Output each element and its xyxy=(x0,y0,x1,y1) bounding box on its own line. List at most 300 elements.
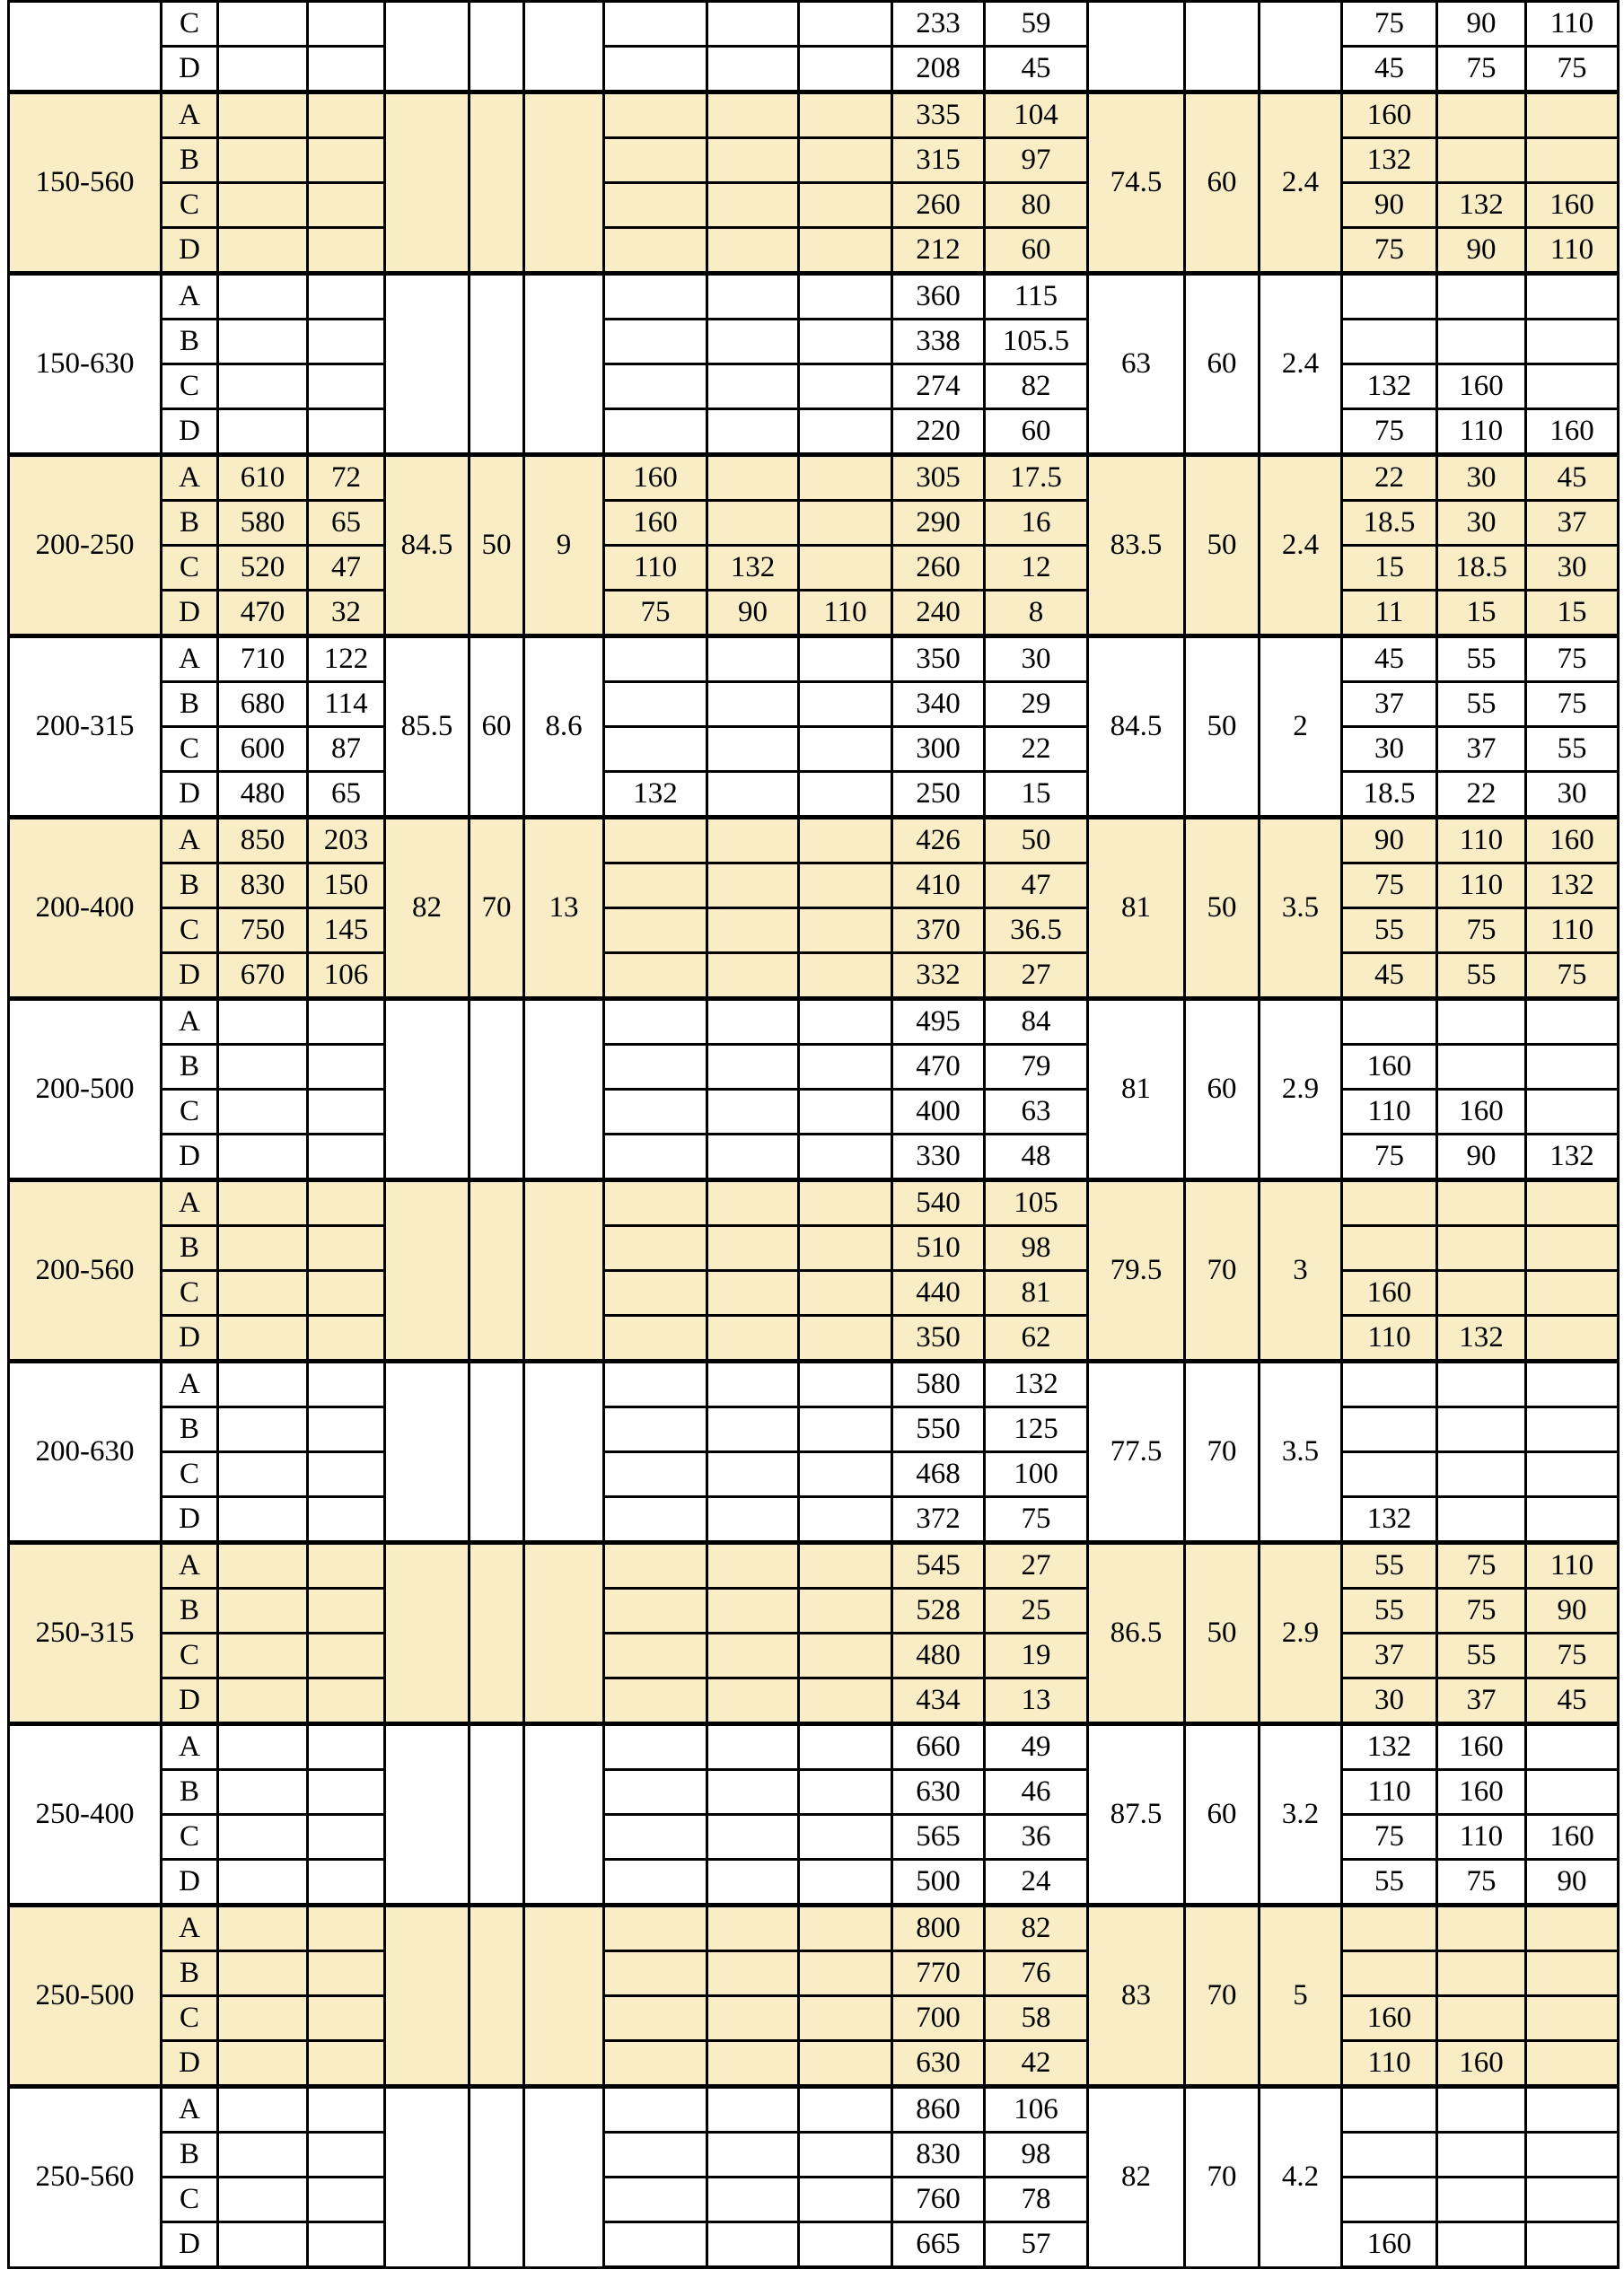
motor-power-cell xyxy=(604,1180,707,1226)
head-cell: 58 xyxy=(985,1996,1088,2041)
motor-power-cell xyxy=(799,501,892,546)
head-cell xyxy=(308,1951,385,1996)
table-row xyxy=(9,591,1619,636)
capacity-cell: 300 xyxy=(892,727,985,772)
motor-power-cell xyxy=(604,682,707,727)
motor-power-cell xyxy=(1526,364,1619,409)
motor-power-cell xyxy=(799,908,892,953)
motor-power-cell: 15 xyxy=(1342,546,1437,591)
head-cell xyxy=(308,183,385,228)
capacity-cell: 250 xyxy=(892,772,985,818)
motor-power-cell xyxy=(1437,1362,1526,1407)
motor-power-cell: 90 xyxy=(1437,1135,1526,1180)
table-row xyxy=(9,1860,1619,1906)
variant-cell: A xyxy=(162,818,218,863)
motor-power-cell: 22 xyxy=(1437,772,1526,818)
motor-power-cell: 90 xyxy=(1437,2,1526,47)
capacity-cell xyxy=(218,274,308,320)
motor-power-cell xyxy=(1437,92,1526,138)
motor-power-cell xyxy=(1526,92,1619,138)
motor-power-cell xyxy=(604,1543,707,1589)
motor-power-cell xyxy=(799,455,892,501)
head-cell: 82 xyxy=(985,1906,1088,1951)
motor-power-cell: 160 xyxy=(1437,1090,1526,1135)
motor-power-cell xyxy=(1437,138,1526,183)
variant-cell: D xyxy=(162,953,218,999)
motor-power-cell xyxy=(1526,1906,1619,1951)
motor-power-cell: 37 xyxy=(1342,682,1437,727)
merged-rating-cell: 2 xyxy=(1260,636,1342,818)
head-cell: 19 xyxy=(985,1634,1088,1678)
motor-power-cell xyxy=(1437,1407,1526,1452)
motor-power-cell xyxy=(799,772,892,818)
head-cell: 59 xyxy=(985,2,1088,47)
model-cell: 250-315 xyxy=(9,1543,162,1724)
motor-power-cell: 75 xyxy=(1342,228,1437,274)
motor-power-cell xyxy=(707,1996,799,2041)
capacity-cell xyxy=(218,1678,308,1724)
head-cell xyxy=(308,1226,385,1271)
motor-power-cell xyxy=(799,364,892,409)
motor-power-cell xyxy=(707,636,799,682)
motor-power-cell xyxy=(1526,1271,1619,1316)
capacity-cell xyxy=(218,1815,308,1860)
pump-performance-table xyxy=(7,0,1620,2269)
merged-rating-cell xyxy=(1185,2,1260,92)
capacity-cell: 340 xyxy=(892,682,985,727)
merged-rating-cell: 13 xyxy=(524,818,604,999)
motor-power-cell xyxy=(604,818,707,863)
model-cell: 150-630 xyxy=(9,274,162,455)
motor-power-cell xyxy=(707,2133,799,2178)
variant-cell: D xyxy=(162,2222,218,2268)
motor-power-cell xyxy=(707,863,799,908)
motor-power-cell: 22 xyxy=(1342,455,1437,501)
capacity-cell xyxy=(218,1180,308,1226)
merged-rating-cell xyxy=(470,1180,524,1362)
merged-rating-cell xyxy=(524,1906,604,2087)
capacity-cell: 480 xyxy=(218,772,308,818)
table-row xyxy=(9,636,1619,682)
capacity-cell: 550 xyxy=(892,1407,985,1452)
variant-cell: C xyxy=(162,364,218,409)
merged-rating-cell: 70 xyxy=(1185,1362,1260,1543)
motor-power-cell xyxy=(1342,2178,1437,2222)
table-row xyxy=(9,1452,1619,1497)
table-row xyxy=(9,1678,1619,1724)
head-cell: 22 xyxy=(985,727,1088,772)
motor-power-cell: 11 xyxy=(1342,591,1437,636)
motor-power-cell xyxy=(1526,1770,1619,1815)
motor-power-cell xyxy=(707,1678,799,1724)
head-cell: 76 xyxy=(985,1951,1088,1996)
merged-rating-cell xyxy=(385,2087,470,2268)
merged-rating-cell: 3.5 xyxy=(1260,818,1342,999)
capacity-cell: 770 xyxy=(892,1951,985,1996)
motor-power-cell: 75 xyxy=(1437,1543,1526,1589)
motor-power-cell: 132 xyxy=(1437,1316,1526,1362)
motor-power-cell: 18.5 xyxy=(1342,772,1437,818)
head-cell: 24 xyxy=(985,1860,1088,1906)
motor-power-cell xyxy=(1526,2222,1619,2268)
capacity-cell xyxy=(218,183,308,228)
capacity-cell: 305 xyxy=(892,455,985,501)
motor-power-cell xyxy=(799,1634,892,1678)
variant-cell: B xyxy=(162,1226,218,1271)
motor-power-cell xyxy=(1342,2133,1437,2178)
capacity-cell: 860 xyxy=(892,2087,985,2133)
motor-power-cell xyxy=(604,908,707,953)
head-cell xyxy=(308,999,385,1045)
motor-power-cell xyxy=(707,1497,799,1543)
capacity-cell: 470 xyxy=(892,1045,985,1090)
motor-power-cell: 30 xyxy=(1526,772,1619,818)
head-cell: 72 xyxy=(308,455,385,501)
variant-cell: D xyxy=(162,1316,218,1362)
table-row xyxy=(9,1543,1619,1589)
motor-power-cell xyxy=(707,501,799,546)
motor-power-cell xyxy=(604,1589,707,1634)
capacity-cell: 480 xyxy=(892,1634,985,1678)
motor-power-cell xyxy=(1526,1180,1619,1226)
table-row xyxy=(9,274,1619,320)
head-cell: 150 xyxy=(308,863,385,908)
head-cell xyxy=(308,138,385,183)
motor-power-cell xyxy=(707,1135,799,1180)
capacity-cell: 332 xyxy=(892,953,985,999)
motor-power-cell: 132 xyxy=(707,546,799,591)
variant-cell: D xyxy=(162,1497,218,1543)
motor-power-cell xyxy=(1342,1951,1437,1996)
merged-rating-cell xyxy=(524,1724,604,1906)
head-cell xyxy=(308,1906,385,1951)
merged-rating-cell: 60 xyxy=(1185,1724,1260,1906)
motor-power-cell: 110 xyxy=(1437,1815,1526,1860)
motor-power-cell: 75 xyxy=(1437,908,1526,953)
merged-rating-cell: 77.5 xyxy=(1088,1362,1185,1543)
motor-power-cell xyxy=(799,682,892,727)
table-row xyxy=(9,1589,1619,1634)
motor-power-cell: 45 xyxy=(1526,455,1619,501)
head-cell: 97 xyxy=(985,138,1088,183)
merged-rating-cell: 83.5 xyxy=(1088,455,1185,636)
motor-power-cell xyxy=(799,1090,892,1135)
motor-power-cell xyxy=(604,274,707,320)
merged-rating-cell xyxy=(1088,2,1185,92)
variant-cell: B xyxy=(162,1589,218,1634)
head-cell xyxy=(308,1362,385,1407)
motor-power-cell: 75 xyxy=(604,591,707,636)
capacity-cell: 510 xyxy=(892,1226,985,1271)
merged-rating-cell xyxy=(524,999,604,1180)
head-cell: 82 xyxy=(985,364,1088,409)
capacity-cell: 330 xyxy=(892,1135,985,1180)
motor-power-cell xyxy=(707,772,799,818)
merged-rating-cell xyxy=(385,1180,470,1362)
capacity-cell xyxy=(218,1090,308,1135)
head-cell: 13 xyxy=(985,1678,1088,1724)
motor-power-cell xyxy=(1526,1090,1619,1135)
merged-rating-cell: 2.4 xyxy=(1260,92,1342,274)
motor-power-cell xyxy=(1437,1906,1526,1951)
motor-power-cell xyxy=(1526,2041,1619,2087)
table-row xyxy=(9,1090,1619,1135)
variant-cell: C xyxy=(162,1815,218,1860)
variant-cell: D xyxy=(162,228,218,274)
motor-power-cell: 160 xyxy=(1437,364,1526,409)
motor-power-cell xyxy=(604,2133,707,2178)
head-cell: 60 xyxy=(985,409,1088,455)
head-cell: 30 xyxy=(985,636,1088,682)
head-cell xyxy=(308,1724,385,1770)
table-row xyxy=(9,1906,1619,1951)
motor-power-cell xyxy=(1437,1271,1526,1316)
motor-power-cell xyxy=(707,47,799,92)
motor-power-cell xyxy=(799,1452,892,1497)
head-cell: 87 xyxy=(308,727,385,772)
motor-power-cell xyxy=(1526,2178,1619,2222)
variant-cell: D xyxy=(162,772,218,818)
motor-power-cell: 55 xyxy=(1437,1634,1526,1678)
variant-cell: C xyxy=(162,2,218,47)
table-row xyxy=(9,1226,1619,1271)
motor-power-cell xyxy=(1342,2087,1437,2133)
merged-rating-cell: 83 xyxy=(1088,1906,1185,2087)
merged-rating-cell xyxy=(385,999,470,1180)
motor-power-cell: 90 xyxy=(707,591,799,636)
motor-power-cell xyxy=(604,1090,707,1135)
motor-power-cell xyxy=(799,953,892,999)
capacity-cell: 372 xyxy=(892,1497,985,1543)
variant-cell: B xyxy=(162,138,218,183)
capacity-cell xyxy=(218,1271,308,1316)
capacity-cell xyxy=(218,92,308,138)
head-cell xyxy=(308,2041,385,2087)
merged-rating-cell xyxy=(470,1362,524,1543)
table-row xyxy=(9,1316,1619,1362)
capacity-cell xyxy=(218,1996,308,2041)
capacity-cell: 660 xyxy=(892,1724,985,1770)
capacity-cell: 800 xyxy=(892,1906,985,1951)
head-cell xyxy=(308,1860,385,1906)
motor-power-cell: 160 xyxy=(1526,183,1619,228)
variant-cell: A xyxy=(162,1543,218,1589)
merged-rating-cell xyxy=(470,274,524,455)
merged-rating-cell xyxy=(385,1724,470,1906)
motor-power-cell xyxy=(799,320,892,364)
head-cell: 65 xyxy=(308,772,385,818)
head-cell: 100 xyxy=(985,1452,1088,1497)
motor-power-cell xyxy=(799,636,892,682)
motor-power-cell xyxy=(707,2041,799,2087)
motor-power-cell: 132 xyxy=(1437,183,1526,228)
motor-power-cell xyxy=(1526,999,1619,1045)
motor-power-cell xyxy=(707,364,799,409)
head-cell: 79 xyxy=(985,1045,1088,1090)
motor-power-cell: 55 xyxy=(1437,682,1526,727)
merged-rating-cell xyxy=(385,92,470,274)
motor-power-cell: 18.5 xyxy=(1437,546,1526,591)
head-cell xyxy=(308,2133,385,2178)
model-cell: 200-500 xyxy=(9,999,162,1180)
merged-rating-cell: 81 xyxy=(1088,818,1185,999)
motor-power-cell: 75 xyxy=(1437,47,1526,92)
motor-power-cell: 160 xyxy=(1437,2041,1526,2087)
motor-power-cell: 37 xyxy=(1437,1678,1526,1724)
motor-power-cell xyxy=(799,546,892,591)
motor-power-cell: 55 xyxy=(1437,953,1526,999)
motor-power-cell xyxy=(799,2041,892,2087)
motor-power-cell: 132 xyxy=(1342,138,1437,183)
table-row xyxy=(9,727,1619,772)
motor-power-cell xyxy=(707,1226,799,1271)
motor-power-cell: 90 xyxy=(1342,818,1437,863)
capacity-cell: 750 xyxy=(218,908,308,953)
table-row xyxy=(9,183,1619,228)
motor-power-cell xyxy=(707,1271,799,1316)
motor-power-cell xyxy=(604,138,707,183)
merged-rating-cell xyxy=(524,92,604,274)
merged-rating-cell: 70 xyxy=(1185,1906,1260,2087)
table-row xyxy=(9,2,1619,47)
motor-power-cell xyxy=(799,863,892,908)
capacity-cell xyxy=(218,1589,308,1634)
capacity-cell: 545 xyxy=(892,1543,985,1589)
motor-power-cell xyxy=(604,863,707,908)
merged-rating-cell: 82 xyxy=(385,818,470,999)
merged-rating-cell: 8.6 xyxy=(524,636,604,818)
table-row xyxy=(9,908,1619,953)
table-row xyxy=(9,682,1619,727)
motor-power-cell xyxy=(707,320,799,364)
capacity-cell xyxy=(218,1543,308,1589)
capacity-cell: 710 xyxy=(218,636,308,682)
motor-power-cell xyxy=(707,274,799,320)
motor-power-cell: 37 xyxy=(1342,1634,1437,1678)
motor-power-cell xyxy=(1437,1180,1526,1226)
motor-power-cell: 160 xyxy=(1526,409,1619,455)
head-cell: 98 xyxy=(985,2133,1088,2178)
motor-power-cell xyxy=(707,1180,799,1226)
motor-power-cell xyxy=(799,1316,892,1362)
merged-rating-cell xyxy=(524,1362,604,1543)
head-cell xyxy=(308,2222,385,2268)
capacity-cell: 335 xyxy=(892,92,985,138)
motor-power-cell: 75 xyxy=(1342,2,1437,47)
variant-cell: A xyxy=(162,999,218,1045)
table-row xyxy=(9,953,1619,999)
motor-power-cell xyxy=(707,138,799,183)
motor-power-cell xyxy=(799,1045,892,1090)
variant-cell: C xyxy=(162,2178,218,2222)
motor-power-cell xyxy=(707,1452,799,1497)
capacity-cell xyxy=(218,999,308,1045)
motor-power-cell: 55 xyxy=(1526,727,1619,772)
motor-power-cell xyxy=(799,1724,892,1770)
motor-power-cell xyxy=(707,1951,799,1996)
motor-power-cell xyxy=(707,1589,799,1634)
merged-rating-cell: 9 xyxy=(524,455,604,636)
table-row xyxy=(9,320,1619,364)
head-cell xyxy=(308,1452,385,1497)
variant-cell: B xyxy=(162,2133,218,2178)
motor-power-cell: 110 xyxy=(604,546,707,591)
variant-cell: D xyxy=(162,47,218,92)
motor-power-cell xyxy=(707,1724,799,1770)
motor-power-cell xyxy=(1526,1951,1619,1996)
motor-power-cell xyxy=(604,1634,707,1678)
capacity-cell: 360 xyxy=(892,274,985,320)
motor-power-cell: 160 xyxy=(1342,1271,1437,1316)
motor-power-cell: 75 xyxy=(1437,1860,1526,1906)
head-cell: 84 xyxy=(985,999,1088,1045)
motor-power-cell xyxy=(1526,1226,1619,1271)
motor-power-cell xyxy=(799,1543,892,1589)
variant-cell: C xyxy=(162,727,218,772)
motor-power-cell xyxy=(799,1180,892,1226)
model-cell: 250-500 xyxy=(9,1906,162,2087)
motor-power-cell xyxy=(707,1316,799,1362)
merged-rating-cell: 3.2 xyxy=(1260,1724,1342,1906)
merged-rating-cell xyxy=(385,274,470,455)
head-cell: 81 xyxy=(985,1271,1088,1316)
motor-power-cell: 55 xyxy=(1342,1860,1437,1906)
capacity-cell: 350 xyxy=(892,636,985,682)
motor-power-cell xyxy=(1526,1045,1619,1090)
variant-cell: C xyxy=(162,1090,218,1135)
variant-cell: D xyxy=(162,1678,218,1724)
table-row xyxy=(9,409,1619,455)
motor-power-cell xyxy=(799,1860,892,1906)
capacity-cell xyxy=(218,1407,308,1452)
motor-power-cell xyxy=(707,908,799,953)
motor-power-cell xyxy=(707,1045,799,1090)
table-row xyxy=(9,1951,1619,1996)
capacity-cell xyxy=(218,228,308,274)
capacity-cell: 760 xyxy=(892,2178,985,2222)
motor-power-cell xyxy=(707,455,799,501)
head-cell: 29 xyxy=(985,682,1088,727)
motor-power-cell xyxy=(799,138,892,183)
motor-power-cell xyxy=(1526,1996,1619,2041)
motor-power-cell xyxy=(604,320,707,364)
head-cell xyxy=(308,2087,385,2133)
head-cell xyxy=(308,2,385,47)
merged-rating-cell xyxy=(470,999,524,1180)
capacity-cell: 540 xyxy=(892,1180,985,1226)
motor-power-cell xyxy=(707,1634,799,1678)
head-cell: 36.5 xyxy=(985,908,1088,953)
merged-rating-cell: 2.4 xyxy=(1260,274,1342,455)
capacity-cell: 850 xyxy=(218,818,308,863)
model-cell xyxy=(9,2,162,92)
merged-rating-cell xyxy=(470,1724,524,1906)
motor-power-cell: 90 xyxy=(1526,1589,1619,1634)
motor-power-cell xyxy=(707,2222,799,2268)
motor-power-cell xyxy=(1437,2133,1526,2178)
motor-power-cell: 30 xyxy=(1437,455,1526,501)
motor-power-cell xyxy=(604,228,707,274)
motor-power-cell xyxy=(707,1407,799,1452)
variant-cell: B xyxy=(162,320,218,364)
motor-power-cell: 110 xyxy=(1342,1770,1437,1815)
motor-power-cell xyxy=(1526,1407,1619,1452)
motor-power-cell xyxy=(799,409,892,455)
variant-cell: D xyxy=(162,1860,218,1906)
variant-cell: C xyxy=(162,1996,218,2041)
motor-power-cell xyxy=(1526,1724,1619,1770)
capacity-cell: 240 xyxy=(892,591,985,636)
